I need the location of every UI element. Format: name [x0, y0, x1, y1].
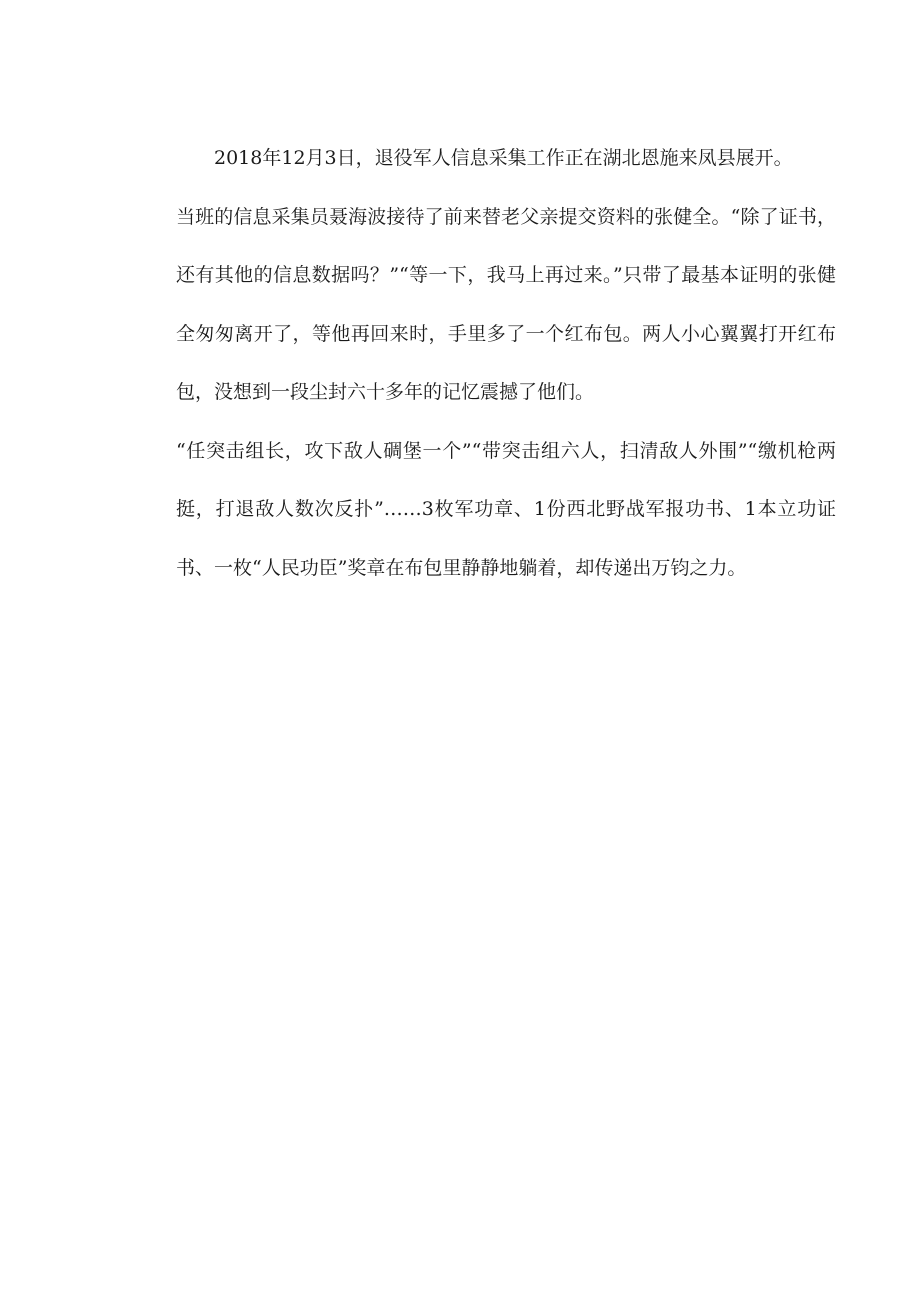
paragraph-2: 当班的信息采集员聂海波接待了前来替老父亲提交资料的张健全。“除了证书，还有其他的信息数据吗？”“等一下，我马上再过来。”只带了最基本证明的张健全匆匆离开了，等他再回来时，手里多了一个红布包。两人小心翼翼打开红布包，没想到一段尘封六十多年的记忆震撼了他们。	[176, 205, 836, 403]
paragraph-3: “任突击组长，攻下敌人碉堡一个”“带突击组六人，扫清敌人外围”“缴机枪两挺，打退敌人数次反扑”……3枚军功章、1份西北野战军报功书、1本立功证书、一枚“人民功臣”奖章在布包里静静地躺着，却传递出万钧之力。	[176, 439, 836, 579]
paragraph-1: 2018年12月3日，退役军人信息采集工作正在湖北恩施来凤县展开。	[214, 147, 793, 169]
document-body	[176, 129, 836, 597]
